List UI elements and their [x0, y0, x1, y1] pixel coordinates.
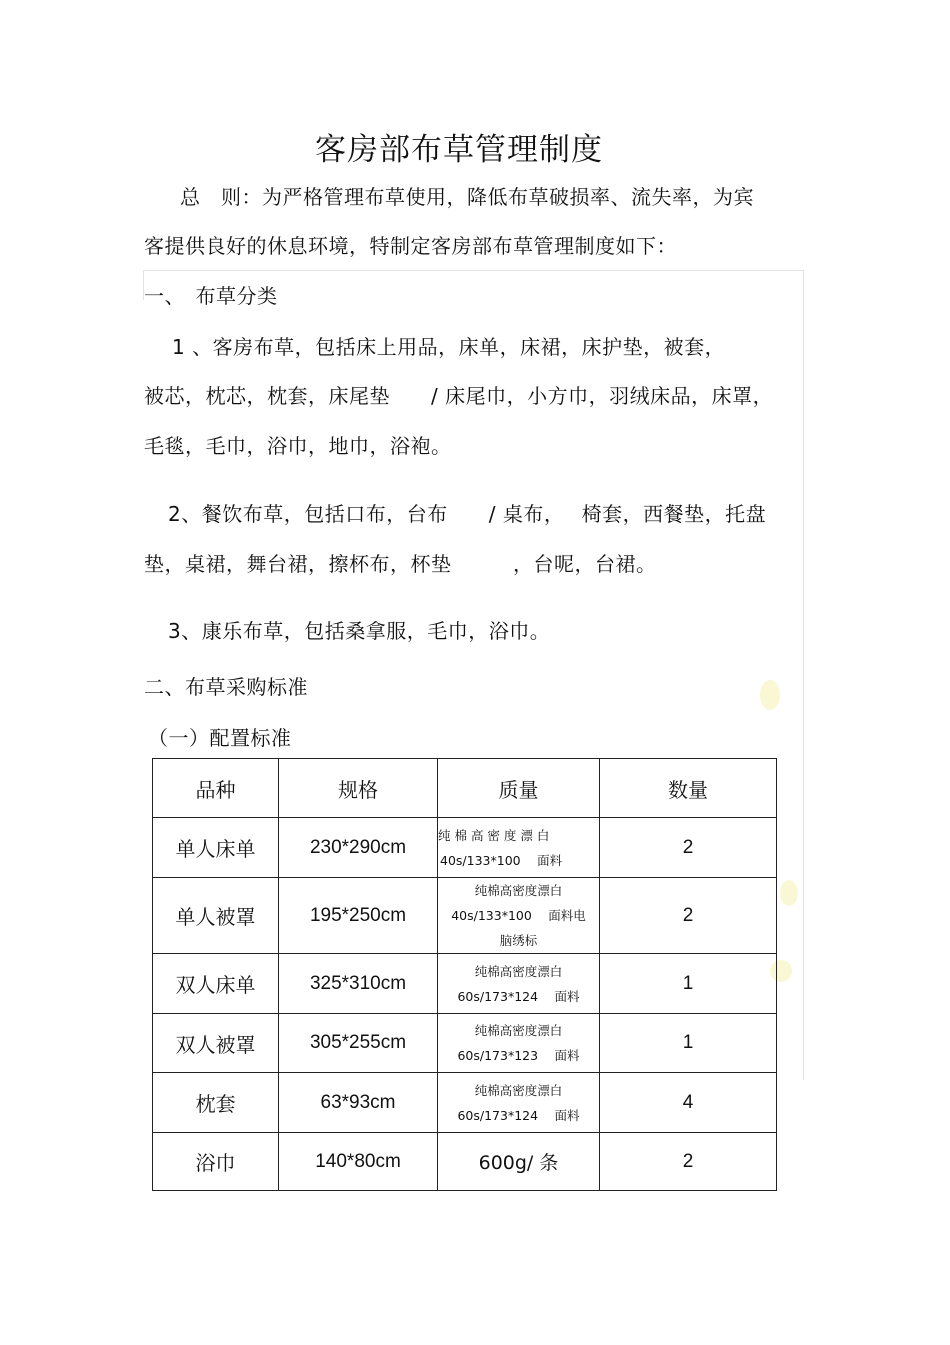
cell-name: 浴巾	[153, 1133, 279, 1191]
cell-quantity: 2	[600, 818, 777, 878]
table-header-row	[153, 759, 777, 818]
cell-spec: 325*310cm	[279, 954, 438, 1014]
item-2-line-1: 2、餐饮布草，包括口布，台布 / 桌布， 椅套，西餐垫，托盘	[168, 502, 767, 526]
frame-line-top	[143, 270, 804, 271]
intro-line-1: 总 则：为严格管理布草使用，降低布草破损率、流失率，为宾	[180, 185, 754, 209]
header-quantity: 数量	[600, 759, 777, 818]
cell-quality	[438, 878, 600, 954]
item-2-line-2: 垫，桌裙，舞台裙，擦杯布，杯垫 ，台呢，台裙。	[144, 552, 657, 576]
cell-quality	[438, 1073, 600, 1133]
header-spec: 规格	[279, 759, 438, 818]
quality-line: 纯棉高密度漂白	[474, 1082, 563, 1098]
cell-name: 双人被罩	[153, 1014, 279, 1073]
cell-quantity: 2	[600, 1133, 777, 1191]
intro-line-2: 客提供良好的休息环境，特制定客房部布草管理制度如下：	[144, 234, 677, 258]
cell-name: 双人床单	[153, 954, 279, 1014]
watermark-dot	[760, 680, 780, 710]
quality-line: 纯棉高密度漂白	[474, 883, 563, 898]
watermark-dot	[780, 880, 798, 906]
item-1-line-1: 1 、客房布草，包括床上用品，床单，床裙，床护垫，被套，	[172, 335, 726, 359]
cell-quality	[438, 1014, 600, 1073]
header-variety: 品种	[153, 759, 279, 818]
quality-line: 40s/133*100 面料	[440, 852, 563, 868]
quality-line: 40s/133*100 面料电	[451, 908, 586, 923]
section-1-heading: 一、 布草分类	[144, 284, 278, 308]
table-row	[153, 878, 777, 954]
table-row	[153, 1014, 777, 1073]
quality-line: 纯棉高密度漂白	[474, 1023, 563, 1038]
cell-quality	[438, 954, 600, 1014]
quality-line: 60s/173*124 面料	[457, 1107, 580, 1123]
table-row	[153, 1073, 777, 1133]
header-quality: 质量	[438, 759, 600, 818]
table-row	[153, 1133, 777, 1191]
cell-spec: 63*93cm	[279, 1073, 438, 1133]
table-row	[153, 954, 777, 1014]
cell-spec: 140*80cm	[279, 1133, 438, 1191]
cell-quantity: 4	[600, 1073, 777, 1133]
quality-line: 纯棉高密度漂白	[474, 963, 563, 979]
cell-quantity: 1	[600, 954, 777, 1014]
cell-quality: 600g/ 条	[438, 1133, 600, 1191]
item-1-line-2: 被芯，枕芯，枕套，床尾垫 / 床尾巾，小方巾，羽绒床品，床罩，	[144, 384, 774, 408]
quality-line: 脑绣标	[499, 933, 538, 948]
cell-name: 枕套	[153, 1073, 279, 1133]
item-1-line-3: 毛毯，毛巾，浴巾，地巾，浴袍。	[144, 434, 452, 458]
quality-line: 60s/173*123 面料	[457, 1048, 580, 1063]
cell-spec: 305*255cm	[279, 1014, 438, 1073]
item-3-line-1: 3、康乐布草，包括桑拿服，毛巾，浴巾。	[168, 619, 551, 643]
cell-spec: 195*250cm	[279, 878, 438, 954]
config-standard-table	[152, 758, 777, 1191]
cell-name: 单人床单	[153, 818, 279, 878]
quality-line: 60s/173*124 面料	[457, 988, 580, 1004]
cell-quantity: 1	[600, 1014, 777, 1073]
page-title: 客房部布草管理制度	[315, 132, 603, 168]
section-2-heading: 二、布草采购标准	[144, 675, 308, 699]
quality-line: 纯 棉 高 密 度 漂 白	[438, 827, 550, 843]
cell-quality	[438, 818, 600, 878]
cell-name: 单人被罩	[153, 878, 279, 954]
cell-spec: 230*290cm	[279, 818, 438, 878]
subsection-heading: （一）配置标准	[148, 726, 292, 750]
table-row	[153, 818, 777, 878]
frame-line-right	[803, 270, 804, 1080]
cell-quantity: 2	[600, 878, 777, 954]
